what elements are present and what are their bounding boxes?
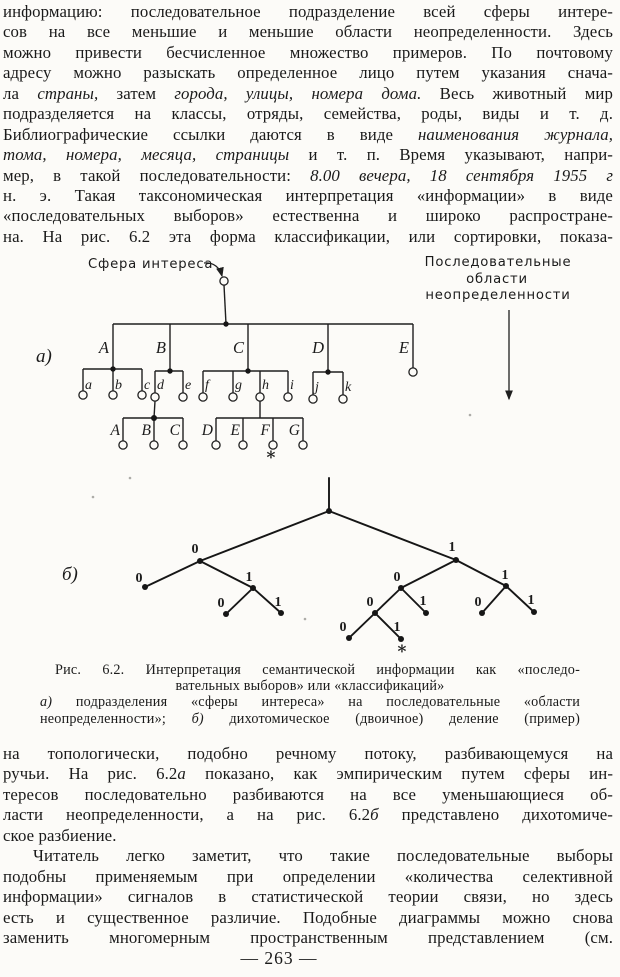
text-line: информацию: последовательное подразделение всей сферы интере- <box>3 2 613 21</box>
page-number: — 263 — <box>240 948 318 968</box>
open-node-circle <box>151 393 159 401</box>
diagram-label: k <box>345 380 352 395</box>
text-line: мер, в такой последовательности: 8.00 вечера, 18 сентября 1955 г <box>3 165 614 185</box>
text-line: сов на все меньшие и меньшие области неопределенности. Здесь <box>3 22 613 42</box>
diagram-label: A <box>110 422 120 439</box>
scan-speck <box>129 477 132 480</box>
text-line: тересов последовательно разбиваются на все уменьшающиеся об- <box>3 784 613 804</box>
node-dot <box>503 583 509 589</box>
diagram-label: B <box>155 338 166 357</box>
scan-speck <box>469 414 472 417</box>
diagram-label: d <box>157 378 164 393</box>
diagram-label: C <box>169 422 180 439</box>
diagram-label: D <box>201 422 213 439</box>
open-node-circle <box>339 395 347 403</box>
node-dot <box>151 415 157 421</box>
text-line: есть и существенное различие. Подобные диаграммы можно снова <box>3 907 613 927</box>
diagram-label: 0 <box>366 595 374 610</box>
diagram-label: F <box>260 422 270 439</box>
tree-b-edge <box>401 560 456 588</box>
open-node-circle <box>309 395 317 403</box>
diagram-label: a <box>85 378 92 393</box>
text-line: адресу можно разыскать определенное лицо путем указания снача- <box>3 63 613 83</box>
diagram-label: G <box>288 422 300 439</box>
node-dot <box>479 610 485 616</box>
open-node-circle <box>212 441 220 449</box>
open-node-circle <box>284 393 292 401</box>
diagram-label: 0 <box>474 595 482 610</box>
tree-b-edge <box>226 588 253 614</box>
diagram-label: 0 <box>135 571 143 586</box>
diagram-label: 1 <box>527 593 535 608</box>
text-line: ское разбиение. <box>3 825 117 845</box>
tree-b-edge <box>200 511 329 561</box>
text-line: подобны применяемым при определении «количества селективной <box>3 866 613 886</box>
node-dot <box>398 585 404 591</box>
text-line: Читатель легко заметит, что такие последовательные выборы <box>33 846 613 866</box>
text-line: подразделяется на классы, отряды, семейства, роды, виды и т. д. <box>3 104 613 124</box>
diagram-label: * <box>266 448 276 468</box>
node-dot <box>453 557 459 563</box>
node-dot <box>245 368 250 373</box>
text-line: можно привести бесчисленное множество примеров. По почтовому <box>3 42 613 62</box>
open-node-circle <box>299 441 307 449</box>
node-dot <box>223 321 228 326</box>
diagram-label: j <box>315 380 319 395</box>
text-line: информации» сигналов в статистической теории связи, но здесь <box>3 887 613 907</box>
open-node-circle <box>409 368 417 376</box>
diagram-label: 1 <box>245 570 253 585</box>
diagram-label: b <box>115 378 122 393</box>
open-node-circle <box>229 393 237 401</box>
paragraph-block-bottom <box>3 744 613 948</box>
paragraph-block-top <box>3 2 613 247</box>
text-line: ла страны, затем города, улицы, номера дома. Весь животный мир <box>3 83 613 103</box>
diagram-label: C <box>232 338 244 357</box>
text-line: Рис. 6.2. Интерпретация семантической информации как «последо- <box>55 662 580 678</box>
diagram-label: б) <box>62 564 78 585</box>
diagram-label: области <box>466 272 528 287</box>
node-dot <box>250 585 256 591</box>
node-dot <box>167 368 172 373</box>
text-line: заменить многомерным пространственным представлением (см. <box>3 927 613 947</box>
node-dot <box>142 584 148 590</box>
text-line: н. э. Такая таксономическая интерпретация «информации» в виде <box>3 185 613 205</box>
node-dot <box>372 610 378 616</box>
diagram-label: E <box>230 422 240 439</box>
diagram-label: Последовательные <box>424 255 572 270</box>
diagram-label: i <box>290 378 294 393</box>
diagram-label: 1 <box>448 540 456 555</box>
diagram-label: e <box>185 378 192 393</box>
figure-caption <box>40 662 580 727</box>
diagram-label: 0 <box>191 542 199 557</box>
diagram-label: * <box>397 642 407 660</box>
diagram-label: h <box>262 378 269 393</box>
tree-b-edge <box>145 561 200 587</box>
diagram-label: 0 <box>339 620 347 635</box>
tree-b-edge <box>329 511 456 560</box>
node-dot <box>531 609 537 615</box>
tree-a-edge <box>224 285 226 324</box>
open-node-circle <box>239 441 247 449</box>
text-line: Библиографические ссылки даются в виде наименования журнала, <box>3 124 613 144</box>
diagram-label: неопределенности <box>425 288 571 303</box>
diagram-label: E <box>398 338 409 357</box>
diagram-label: 1 <box>393 620 401 635</box>
text-line: вательных выборов» или «классификаций» <box>175 678 445 695</box>
diagram-label: B <box>141 422 151 439</box>
figure-6-2-diagram <box>0 252 620 660</box>
diagram-label: а) <box>36 346 52 367</box>
node-dot <box>423 610 429 616</box>
tree-b-edge <box>349 613 375 638</box>
diagram-label: 0 <box>393 570 401 585</box>
diagram-label: 0 <box>217 596 225 611</box>
diagram-label: A <box>98 338 109 357</box>
diagram-label: g <box>235 378 242 393</box>
open-node-circle <box>256 393 264 401</box>
open-node-circle <box>199 393 207 401</box>
open-node-circle <box>179 441 187 449</box>
diagram-label: 1 <box>274 595 282 610</box>
diagram-label: Сфера интереса <box>88 257 214 272</box>
node-dot <box>278 610 284 616</box>
text-line: ручьи. На рис. 6.2а показано, как эмпирическим путем сферы ин- <box>3 764 614 784</box>
text-line: тома, номера, месяца, страницы и т. п. Время указывают, напри- <box>3 145 613 165</box>
node-dot <box>346 635 352 641</box>
text-line: а) подразделения «сферы интереса» на последовательные «области <box>40 694 580 711</box>
open-node-circle <box>150 441 158 449</box>
text-line: ласти неопределенности, а на рис. 6.2б представлено дихотомиче- <box>3 805 613 825</box>
tree-b-edge <box>375 588 401 613</box>
tree-b-edge <box>456 560 506 586</box>
text-line: на топологически, подобно речному потоку, разбивающемуся на <box>3 744 613 763</box>
open-node-circle <box>179 393 187 401</box>
node-dot <box>197 558 203 564</box>
node-dot <box>326 508 332 514</box>
node-dot <box>223 611 229 617</box>
open-node-circle <box>220 277 228 285</box>
node-dot <box>110 366 115 371</box>
text-line: «последовательных выборов» естественна и широко распростране- <box>3 206 613 226</box>
diagram-label: D <box>312 338 324 357</box>
tree-b-edge <box>482 586 506 613</box>
diagram-label: 1 <box>501 568 509 583</box>
diagram-label: f <box>205 378 209 393</box>
diagram-label: 1 <box>419 594 427 609</box>
node-dot <box>325 369 330 374</box>
scan-speck <box>92 496 95 499</box>
scan-speck <box>304 618 307 621</box>
text-line: неопределенности»; б) дихотомическое (двоичное) деление (пример) <box>40 710 580 727</box>
diagram-label: c <box>144 378 151 393</box>
open-node-circle <box>119 441 127 449</box>
text-line: на. На рис. 6.2 эта форма классификации, или сортировки, показа- <box>3 226 613 246</box>
